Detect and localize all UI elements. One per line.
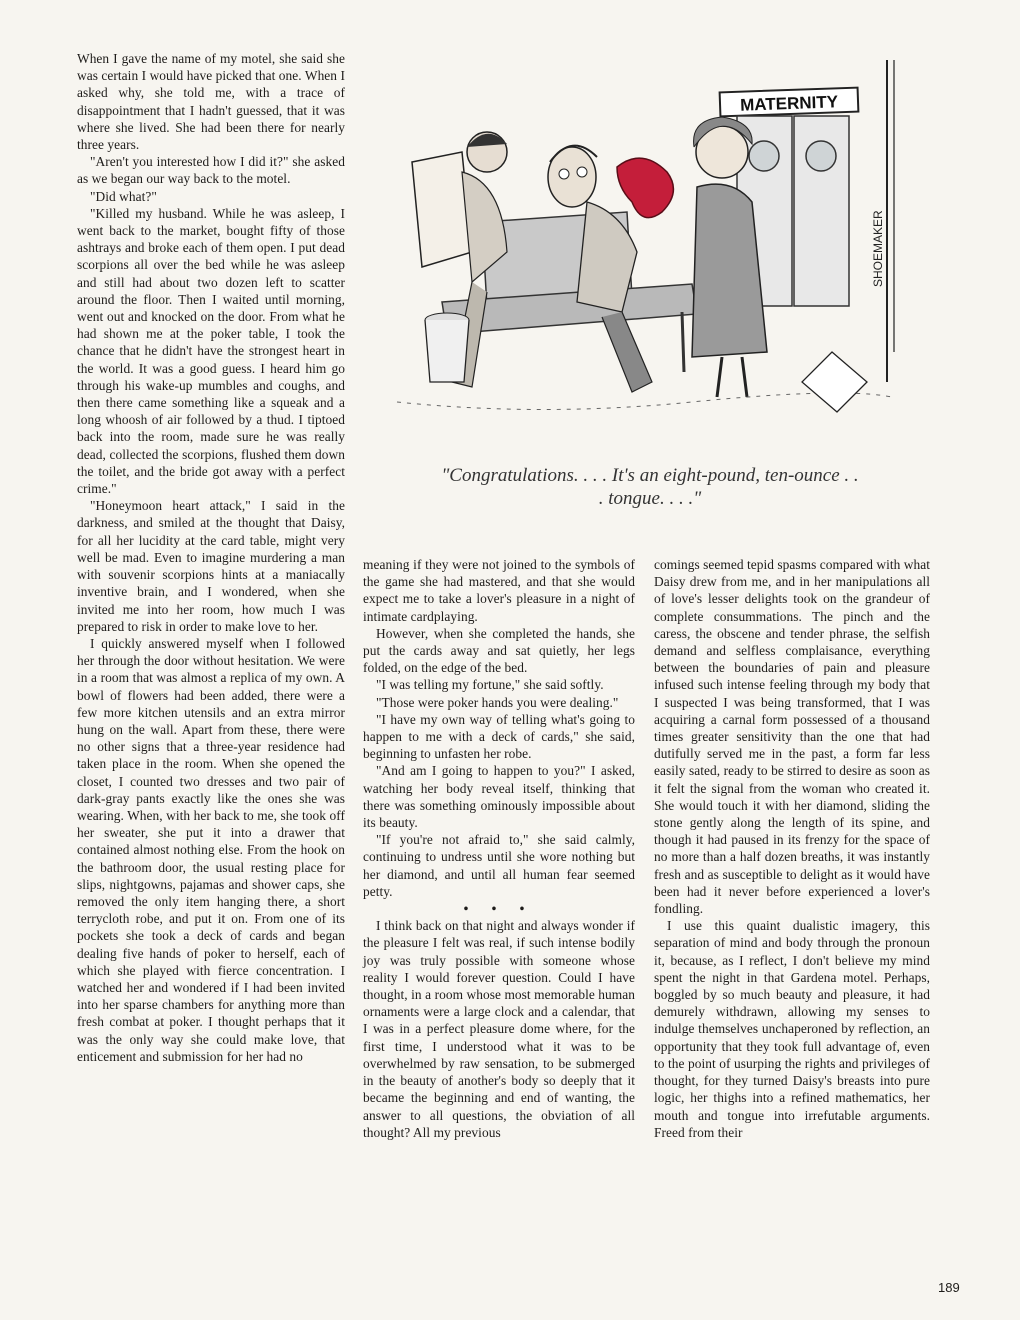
cartoon-illustration [392, 52, 914, 460]
paragraph: "Did what?" [90, 188, 157, 204]
trash-can [425, 313, 469, 382]
paragraph: However, when she completed the hands, she put the cards away and sat quietly, her legs folded, on the edge of the bed. [363, 625, 635, 676]
paragraph: When I gave the name of my motel, she said she was certain I would have picked that one. When I asked why, she told me, with a trace of disappointment that I hadn't guessed, that it was where she lived. She had been there for nearly three years. [77, 51, 345, 153]
maternity-sign [720, 88, 859, 117]
illustration-caption: "Congratulations. . . . It's an eight-pound, ten-ounce . . . tongue. . . ." [441, 465, 859, 509]
red-tongue-bundle [617, 158, 673, 218]
paragraph: "Aren't you interested how I did it?" she asked as we began our way back to the motel. [77, 154, 345, 187]
paragraph: I think back on that night and always wonder if the pleasure I felt was real, if such intense bodily joy was truly possible with someone whose reality I would forever question. Could I have thought, in a room whose most memorable human ornaments were a large clock and a calendar, that I was in a perfect pleasure dome where, for the first time, I understood what it was to be overwhelmed by raw sensation, to be submerged in the beauty of another's body so deeply that it became the beginning and end of wanting, the answer to all questions, the obviation of all thought? All my previous [363, 918, 635, 1140]
artist-signature: SHOEMAKER [871, 210, 885, 287]
paragraph: "If you're not afraid to," she said calmly, continuing to undress until she wore nothing but her diamond, and until all human fear seemed petty. [363, 832, 635, 899]
paragraph: "Honeymoon heart attack," I said in the darkness, and smiled at the thought that Daisy, for all her lucidity at the card table, might very well be mad. Even to imagine murdering a man with souvenir scorpions hints at a maniacally inventive brain, and I wondered, when she invited me into her room, how much I was prepared to risk in order to make love to her. [77, 498, 345, 634]
section-break: • • • [463, 901, 535, 917]
paragraph: "I have my own way of telling what's going to happen to me with a deck of cards," she said, beginning to unfasten her robe. [363, 711, 635, 762]
text-column-3 [654, 556, 930, 1141]
paragraph: "And am I going to happen to you?" I asked, watching her body reveal itself, thinking that there was something ominously impossible about its beauty. [363, 763, 635, 831]
paragraph: comings seemed tepid spasms compared with what Daisy drew from me, and in her manipulations all of love's lesser delights took on the grandeur of complete consummations. The pinch and the caress, the obscene and tender phrase, the selfish demand and selfless complaisance, everything between the boundaries of pain and pleasure infused such intense feeling through my body that I suspected I was being transformed, that I was acquiring a carnal form possessed of a thousand times greater sensitivity than the one that had dutifully served me in the past, a form far less easily sated, ready to be stirred to desire as soon as it felt the signal from the woman who created it. She would touch it with her diamond, sliding the stone gently along the length of its spine, and though it had paused in its frenzy for the space of no more than a half dozen breaths, it was instantly fresh and as susceptible to delight as it would have been had it never before experienced a lover's fondling. [654, 557, 931, 917]
paragraph: "I was telling my fortune," she said softly. [376, 677, 604, 693]
text-column-1 [77, 50, 345, 1065]
paragraph: I quickly answered myself when I followed her through the door without hesitation. We were in a room that was almost a replica of my own. A bowl of flowers had been added, there were a few more kitchen utensils and an extra mirror hung on the wall. Apart from these, there were no other signs that a three-year residence had taken place in the room. When she opened the closet, I counted two dresses and two pair of dark-gray pants exactly like the ones she was wearing. When, with her back to me, she took off her sweater, she put it into a drawer that contained almost nothing else. From the hook on the bathroom door, the usual resting place for slips, nightgowns, pajamas and shower caps, she removed the only item hanging there, a short terrycloth robe, and put it on. From one of its pockets she took a deck of cards and began dealing five hands of poker to herself, each of which she played with fierce concentration. I watched her and wondered if I had been invited into her sparse chambers for anything more than fresh combat at poker. I thought perhaps that it was the only way she could make love, that enticement and submission for her had no [77, 635, 345, 1064]
page-number: 189 [938, 1280, 960, 1295]
paragraph: I use this quaint dualistic imagery, this separation of mind and body through the pronoun it, because, as I reflect, I don't believe my mind spent the night in that Gardena motel. Perhaps, boggled by so much beauty and pleasure, it had demurely withdrawn, allowing my senses to indulge themselves unchaperoned by reflection, an opportunity that they took full advantage of, even to the point of usurping the rights and privileges of thought, for they turned Daisy's breasts into pure logic, her thighs into a refined mathematics, her mouth and tongue into irrefutable arguments. Freed from their [654, 918, 930, 1140]
paragraph: meaning if they were not joined to the symbols of the game she had mastered, and that she would expect me to take a lover's pleasure in a night of intimate cardplaying. [363, 557, 635, 624]
maternity-sign-text: MATERNITY [739, 92, 839, 115]
paragraph: "Killed my husband. While he was asleep, I went back to the market, bought fifty of those ashtrays and broke each of them open. I put dead scorpions all over the bed while he was asleep and still had about two dozen left to scatter around the floor. Then I waited until morning, went out and knocked on the door. From what he had shown me at the poker table, I took the chance that he didn't have the strongest heart in the world. It was a good guess. I heard him go through his wake-up mumbles and coughs, and then there came something like a squeak and a long whoosh of air followed by a thud. I tiptoed back into the room, made sure he was really dead, collected the scorpions, flushed them down the toilet, and the bride got away with a perfect crime." [77, 205, 345, 497]
text-column-2 [363, 556, 635, 1141]
paragraph: "Those were poker hands you were dealing." [376, 694, 619, 710]
